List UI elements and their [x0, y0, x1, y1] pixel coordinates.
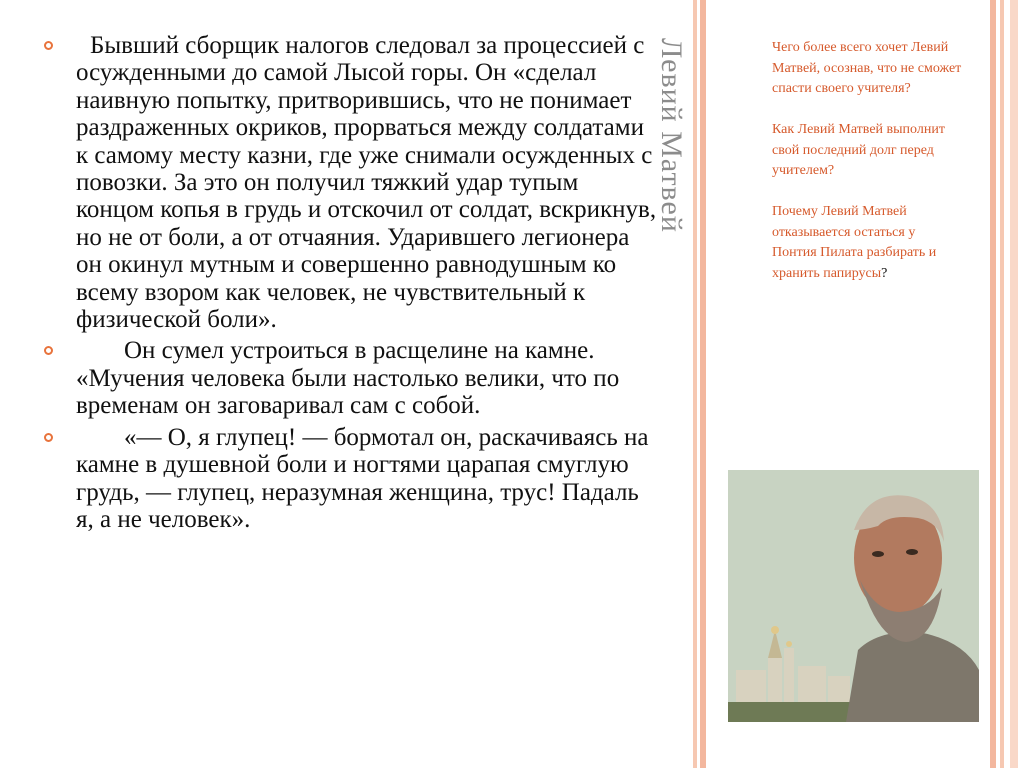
- bullet-icon: [44, 433, 53, 442]
- main-text: [36, 32, 660, 537]
- questions-panel: [772, 38, 962, 305]
- decorative-stripe: [1010, 0, 1018, 768]
- paragraph-3: [36, 424, 660, 534]
- paragraph-2: [36, 337, 660, 419]
- bullet-icon: [44, 346, 53, 355]
- paragraph-1-text: Бывший сборщик налогов следовал за процессией с осужденными до самой Лысой горы. Он «сделал наивную попытку, притворившись, что не понимает раздраженных окриков, прорваться между солдатами к самому месту казни, где уже снимали осужденных с повозки. За это он получил тяжкий удар тупым концом копья в грудь и отскочил от солдат, вскрикнув, но не от боли, а от отчаяния. Ударившего легионера он окинул мутным и совершенно равнодушным ко всему взором как человек, не чувствительный к физической боли».: [76, 32, 657, 334]
- paragraph-1: [36, 32, 660, 333]
- levi-matthew-photo: [728, 470, 979, 722]
- decorative-stripe: [700, 0, 706, 768]
- question-1: Чего более всего хочет Левий Матвей, осознав, что не сможет спасти своего учителя?: [772, 40, 962, 96]
- bullet-icon: [44, 41, 53, 50]
- decorative-stripe: [990, 0, 996, 768]
- decorative-stripe: [693, 0, 697, 768]
- paragraph-2-text: Он сумел устроиться в расщелине на камне. «Мучения человека были настолько велики, что по временам он заговаривал сам с собой.: [76, 337, 620, 420]
- paragraph-3-text: «— О, я глупец! — бормотал он, раскачиваясь на камне в душевной боли и ногтями царапая смуглую грудь, — глупец, неразумная женщина, трус! Падаль я, а не человек».: [76, 423, 649, 533]
- question-2: Как Левий Матвей выполнит свой последний долг перед учителем?: [772, 122, 945, 178]
- question-3-mark: ?: [881, 265, 888, 281]
- slide-title: Левий Матвей: [655, 38, 688, 233]
- photo-illustration: [728, 470, 979, 722]
- question-3-text: Почему Левий Матвей отказывается остаться у Понтия Пилата разбирать и хранить папирусы: [772, 204, 937, 281]
- decorative-stripe: [1000, 0, 1004, 768]
- question-3: [772, 202, 962, 284]
